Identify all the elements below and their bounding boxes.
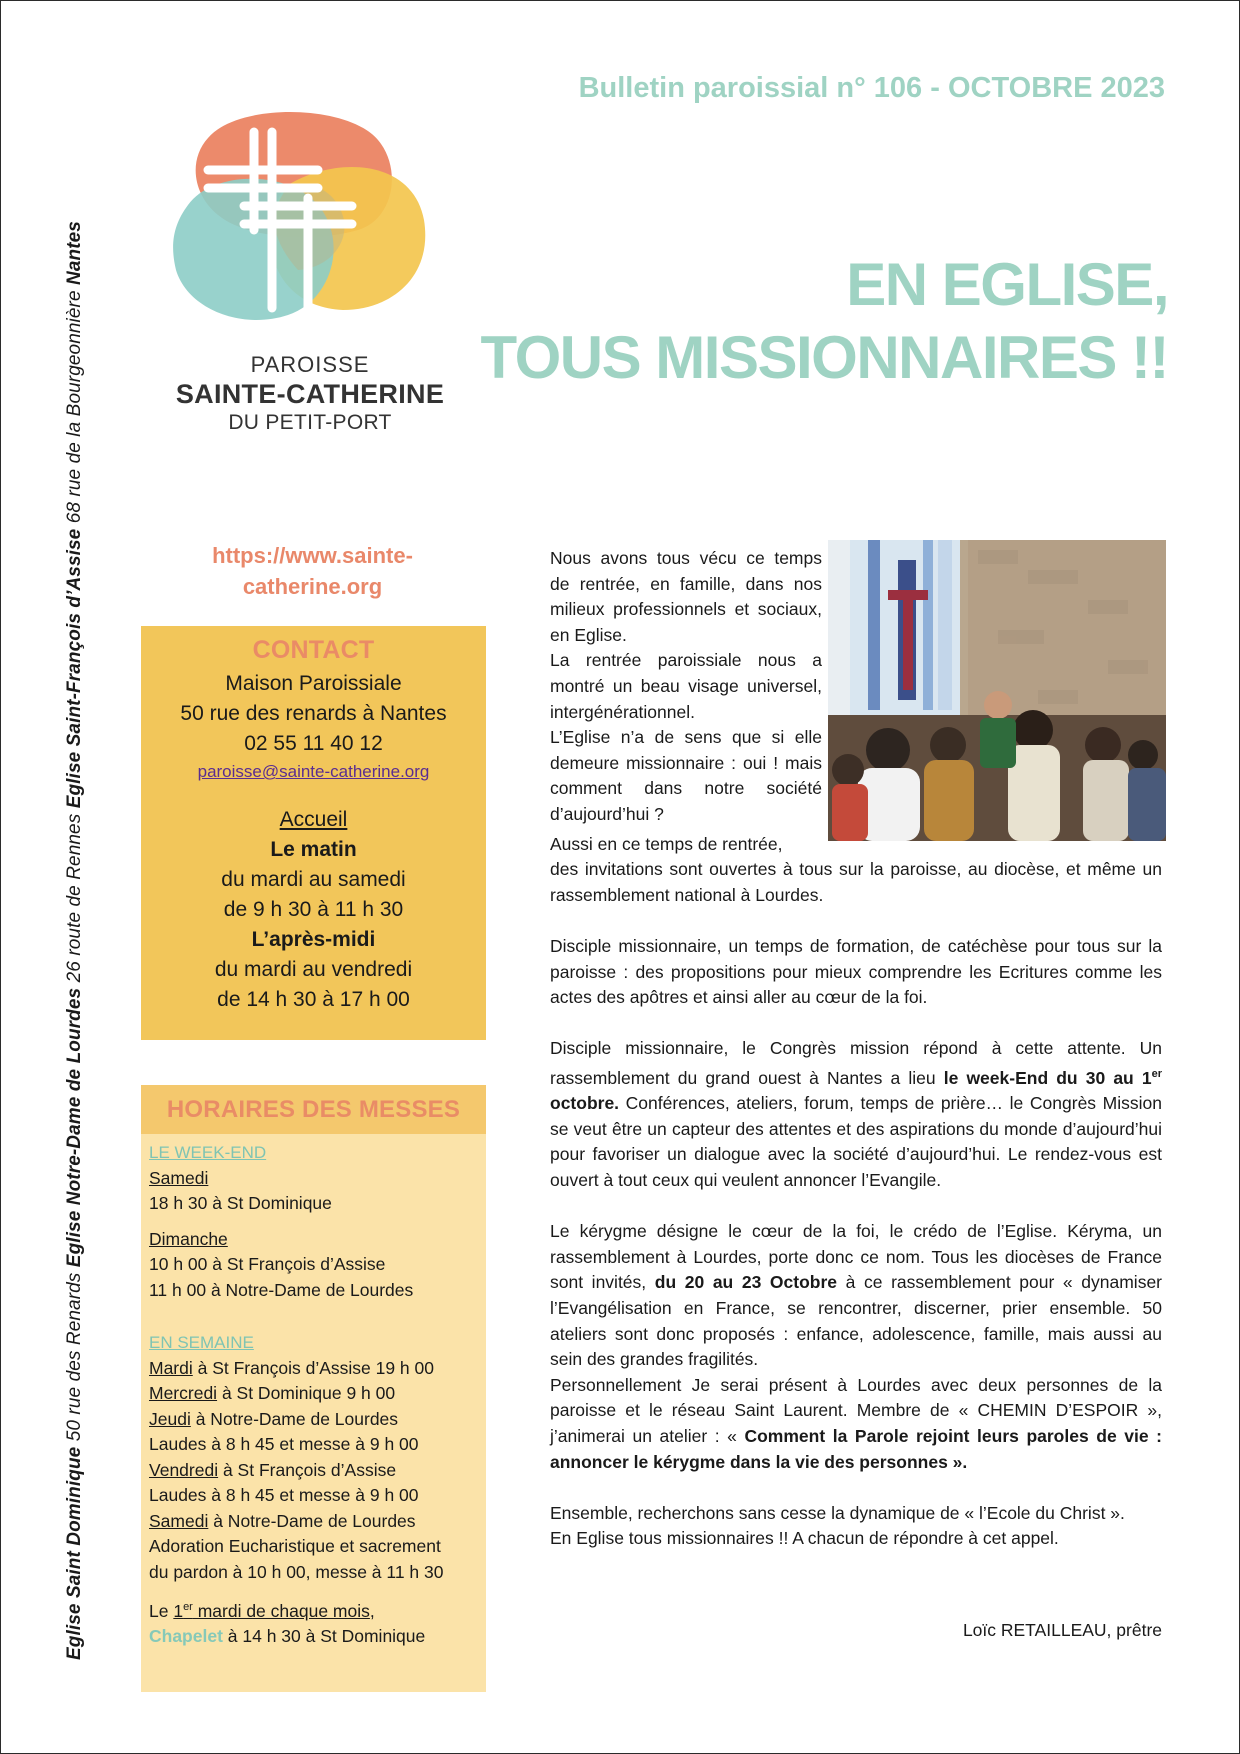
logo-paroisse: PAROISSE xyxy=(250,352,370,377)
article-p1: Nous avons tous vécu ce temps de rentrée, en famille, dans nos milieux professionnels et sociaux, en Eglise. xyxy=(550,548,822,645)
page-title xyxy=(481,248,1168,394)
article-p2: La rentrée paroissiale nous a montré un beau visage universel, intergénérationnel. xyxy=(550,650,822,722)
samedi-semaine-detail-1: Adoration Eucharistique et sacrement xyxy=(149,1536,441,1556)
article-p7: Le kérygme désigne le cœur de la foi, le crédo de l’Eglise. Kéryma, un rassemblement à Lourdes, porte donc ce nom. Tous les diocèses de France sont invités, du 20 au 23 Octobre à ce rassemblement pour « dynamiser l’Evangélisation en France, se rencontrer, discerner, prier ensemble. 50 ateliers sont donc proposés : enfance, adolescence, famille, mais aussi au sein des grandes fragilités. xyxy=(550,1221,1162,1370)
jeudi-row: Jeudi à Notre-Dame de Lourdes xyxy=(149,1408,399,1429)
title-line-1: EN EGLISE, xyxy=(846,251,1168,318)
article-p10: En Eglise tous missionnaires !! A chacun de répondre à cet appel. xyxy=(550,1528,1059,1549)
contact-box xyxy=(141,626,486,1040)
matin-days: du mardi au samedi xyxy=(221,868,406,891)
samedi-time: 18 h 30 à St Dominique xyxy=(149,1193,332,1213)
website-line-1[interactable]: https://www.sainte- xyxy=(212,543,413,568)
vendredi-detail: Laudes à 8 h 45 et messe à 9 h 00 xyxy=(149,1485,419,1505)
chapelet-row: Chapelet à 14 h 30 à St Dominique xyxy=(149,1626,426,1647)
contact-title: CONTACT xyxy=(252,636,375,664)
contact-address: 50 rue des renards à Nantes xyxy=(180,702,447,725)
samedi-semaine-detail-2: du pardon à 10 h 00, messe à 11 h 30 xyxy=(149,1561,444,1582)
aprem-hours: de 14 h 30 à 17 h 00 xyxy=(217,988,410,1011)
mass-schedule-box xyxy=(141,1085,486,1692)
contact-email-link[interactable]: paroisse@sainte-catherine.org xyxy=(197,762,430,781)
bulletin-title: Bulletin paroissial n° 106 - OCTOBRE 2023 xyxy=(578,72,1165,104)
monthly-row: Le 1er mardi de chaque mois, xyxy=(149,1600,375,1621)
title-line-2: TOUS MISSIONNAIRES !! xyxy=(480,324,1168,391)
mardi-row: Mardi à St François d’Assise 19 h 00 xyxy=(149,1357,434,1378)
accueil-heading: Accueil xyxy=(279,808,348,831)
website-line-2[interactable]: catherine.org xyxy=(242,574,383,599)
signature: Loïc RETAILLEAU, prêtre xyxy=(962,1620,1162,1640)
matin-hours: de 9 h 30 à 11 h 30 xyxy=(223,898,404,921)
editorial-article xyxy=(550,546,1162,1552)
parish-logo-icon xyxy=(168,110,464,360)
article-p6: Disciple missionnaire, le Congrès mission répond à cette attente. Un rassemblement du grand ouest à Nantes a lieu le week-End du 30 au 1er octobre. Conférences, ateliers, forum, temps de prière… le Congrès Mission se veut être un capteur des attentes et des aspirations du monde d’aujourd’hui pour favoriser un dialogue avec la société d’aujourd’hui. Le rendez-vous est ouvert à tout ceux qui veulent annoncer l’Evangile. xyxy=(550,1038,1162,1191)
contact-name: Maison Paroissiale xyxy=(225,672,402,695)
dimanche-label: Dimanche xyxy=(149,1228,228,1249)
logo-subtitle: DU PETIT-PORT xyxy=(228,411,392,434)
dimanche-time-2: 11 h 00 à Notre-Dame de Lourdes xyxy=(149,1279,414,1300)
vendredi-row: Vendredi à St François d’Assise xyxy=(149,1459,397,1480)
article-p4a: Aussi en ce temps de rentrée, xyxy=(550,833,783,854)
article-p4b: des invitations sont ouvertes à tous sur la paroisse, au diocèse, et même un rassemblement national à Lourdes. xyxy=(550,859,1162,905)
contact-phone: 02 55 11 40 12 xyxy=(244,732,383,755)
samedi-label: Samedi xyxy=(149,1167,209,1188)
logo-name: SAINTE-CATHERINE xyxy=(175,379,445,409)
dimanche-time-1: 10 h 00 à St François d’Assise xyxy=(149,1254,386,1274)
matin-heading: Le matin xyxy=(270,838,357,861)
jeudi-detail: Laudes à 8 h 45 et messe à 9 h 00 xyxy=(149,1434,419,1454)
parish-logo-text xyxy=(150,352,470,435)
aprem-days: du mardi au vendredi xyxy=(214,958,413,981)
weekend-heading: LE WEEK-END xyxy=(149,1143,267,1162)
mass-schedule-title: HORAIRES DES MESSES xyxy=(141,1085,486,1134)
article-p5: Disciple missionnaire, un temps de formation, de catéchèse pour tous sur la paroisse : des propositions pour mieux comprendre les Ecritures comme les actes des apôtres et ainsi aller au cœur de la foi. xyxy=(550,935,1162,1008)
article-p3: L’Eglise n’a de sens que si elle demeure missionnaire : oui ! mais comment dans notre société d’aujourd’hui ? xyxy=(550,727,822,824)
website-link[interactable] xyxy=(150,540,475,602)
mercredi-row: Mercredi à St Dominique 9 h 00 xyxy=(149,1383,396,1403)
semaine-heading: EN SEMAINE xyxy=(149,1333,254,1352)
church-addresses-vertical: Eglise Saint Dominique 50 rue des Renards Eglise Notre-Dame de Lourdes 26 route de Rennes Eglise Saint-François d’Assise 68 rue de la Bourgeonnière Nantes xyxy=(64,221,85,1660)
article-p8: Personnellement Je serai présent à Lourdes avec deux personnes de la paroisse et le réseau Saint Laurent. Membre de « CHEMIN D’ESPOIR », j’animerai un atelier : « Comment la Parole rejoint leurs paroles de vie : annoncer le kérygme dans la vie des personnes ». xyxy=(550,1374,1162,1472)
samedi-semaine-row: Samedi à Notre-Dame de Lourdes xyxy=(149,1510,416,1531)
article-p9: Ensemble, recherchons sans cesse la dynamique de « l’Ecole du Christ ». xyxy=(550,1502,1125,1523)
aprem-heading: L’après-midi xyxy=(251,928,376,951)
